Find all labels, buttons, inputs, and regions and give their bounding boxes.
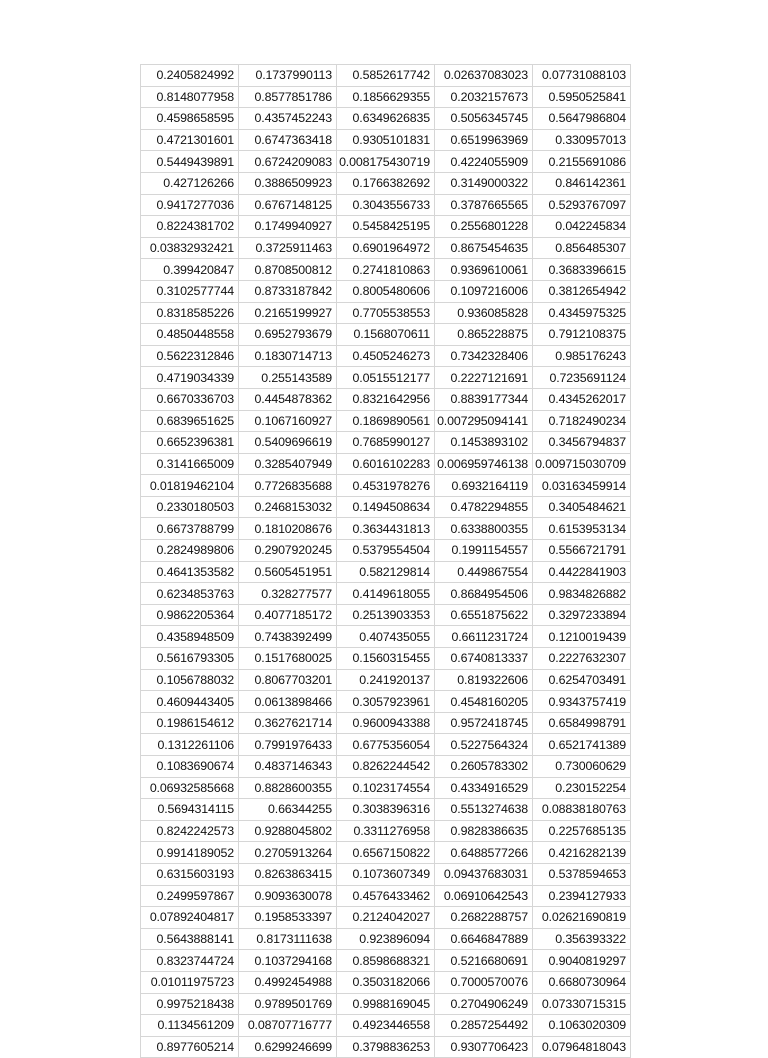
table-cell[interactable]: 0.819322606 [435,669,533,691]
table-cell[interactable]: 0.3634431813 [337,518,435,540]
table-cell[interactable]: 0.9834826882 [533,583,631,605]
table-cell[interactable]: 0.2468153032 [239,496,337,518]
table-cell[interactable]: 0.4576433462 [337,885,435,907]
table-cell[interactable]: 0.5216680691 [435,950,533,972]
table-cell[interactable]: 0.7235691124 [533,367,631,389]
table-cell[interactable]: 0.7182490234 [533,410,631,432]
table-cell[interactable]: 0.7000570076 [435,971,533,993]
table-cell[interactable]: 0.1737990113 [239,65,337,87]
table-cell[interactable]: 0.2330180503 [141,496,239,518]
table-cell[interactable]: 0.1097216006 [435,280,533,302]
table-row [141,626,631,648]
table-cell[interactable]: 0.6767148125 [239,194,337,216]
table-cell[interactable]: 0.9862205364 [141,604,239,626]
table-cell[interactable]: 0.9828386635 [435,820,533,842]
table-cell[interactable]: 0.4598658595 [141,108,239,130]
table-cell[interactable]: 0.4422841903 [533,561,631,583]
table-cell[interactable]: 0.1517680025 [239,648,337,670]
table-cell[interactable]: 0.9343757419 [533,691,631,713]
table-cell[interactable]: 0.8067703201 [239,669,337,691]
table-cell[interactable]: 0.330957013 [533,129,631,151]
table-cell[interactable]: 0.985176243 [533,345,631,367]
table-cell[interactable]: 0.2394127933 [533,885,631,907]
table-row [141,367,631,389]
table-cell[interactable]: 0.006959746138 [435,453,533,475]
table-cell[interactable]: 0.3683396615 [533,259,631,281]
table-cell[interactable]: 0.1453893102 [435,432,533,454]
table-cell[interactable]: 0.6488577266 [435,842,533,864]
table-cell[interactable]: 0.3102577744 [141,280,239,302]
table-cell[interactable]: 0.9914189052 [141,842,239,864]
table-cell[interactable]: 0.9307706423 [435,1036,533,1058]
table-cell[interactable]: 0.5852617742 [337,65,435,87]
table-cell[interactable]: 0.4992454988 [239,971,337,993]
table-cell[interactable]: 0.3057923961 [337,691,435,713]
table-cell[interactable]: 0.3141665009 [141,453,239,475]
table-cell[interactable]: 0.4850448558 [141,324,239,346]
table-cell[interactable]: 0.449867554 [435,561,533,583]
table-cell[interactable]: 0.8005480606 [337,280,435,302]
table-cell[interactable]: 0.4641353582 [141,561,239,583]
table-cell[interactable]: 0.2124042027 [337,907,435,929]
table-cell[interactable]: 0.09437683031 [435,863,533,885]
table-cell[interactable]: 0.3297233894 [533,604,631,626]
table-cell[interactable]: 0.1568070611 [337,324,435,346]
table-cell[interactable]: 0.1749940927 [239,216,337,238]
table-cell[interactable]: 0.5293767097 [533,194,631,216]
table-cell[interactable]: 0.8148077958 [141,86,239,108]
table-cell[interactable]: 0.8977605214 [141,1036,239,1058]
table-cell[interactable]: 0.4548160205 [435,691,533,713]
table-cell[interactable]: 0.6519963969 [435,129,533,151]
table-row [141,971,631,993]
table-cell[interactable]: 0.6584998791 [533,712,631,734]
table-cell[interactable]: 0.2907920245 [239,540,337,562]
table-cell[interactable]: 0.8577851786 [239,86,337,108]
table-cell[interactable]: 0.1986154612 [141,712,239,734]
table-row [141,1015,631,1037]
table-cell[interactable]: 0.5622312846 [141,345,239,367]
table-row [141,453,631,475]
table-row [141,410,631,432]
table-cell[interactable]: 0.2741810863 [337,259,435,281]
table-row [141,734,631,756]
table-cell[interactable]: 0.5379554504 [337,540,435,562]
table-cell[interactable]: 0.730060629 [533,756,631,778]
table-cell[interactable]: 0.1810208676 [239,518,337,540]
table-cell[interactable]: 0.4358948509 [141,626,239,648]
table-row [141,583,631,605]
table-cell[interactable]: 0.7912108375 [533,324,631,346]
table-cell[interactable]: 0.2499597867 [141,885,239,907]
table-cell[interactable]: 0.2556801228 [435,216,533,238]
table-cell[interactable]: 0.1056788032 [141,669,239,691]
data-table [140,64,631,1058]
table-row [141,108,631,130]
table-cell[interactable]: 0.1958533397 [239,907,337,929]
table-cell[interactable]: 0.4334916529 [435,777,533,799]
table-cell[interactable]: 0.2605783302 [435,756,533,778]
table-cell[interactable]: 0.1312261106 [141,734,239,756]
table-cell[interactable]: 0.6839651625 [141,410,239,432]
table-cell[interactable]: 0.4345262017 [533,388,631,410]
table-cell[interactable]: 0.2165199927 [239,302,337,324]
table-cell[interactable]: 0.3285407949 [239,453,337,475]
table-cell[interactable]: 0.936085828 [435,302,533,324]
table-cell[interactable]: 0.3886509923 [239,172,337,194]
table-cell[interactable]: 0.1560315455 [337,648,435,670]
table-row [141,172,631,194]
table-cell[interactable]: 0.6016102283 [337,453,435,475]
table-cell[interactable]: 0.6775356054 [337,734,435,756]
table-cell[interactable]: 0.5950525841 [533,86,631,108]
table-cell[interactable]: 0.2257685135 [533,820,631,842]
table-row [141,756,631,778]
table-row [141,129,631,151]
table-row [141,1036,631,1058]
table-cell[interactable]: 0.2682288757 [435,907,533,929]
table-cell[interactable]: 0.3503182066 [337,971,435,993]
table-cell[interactable]: 0.8675454635 [435,237,533,259]
table-row [141,65,631,87]
table-cell[interactable]: 0.3798836253 [337,1036,435,1058]
table-cell[interactable]: 0.6901964972 [337,237,435,259]
table-row [141,345,631,367]
table-cell[interactable]: 0.03163459914 [533,475,631,497]
table-cell[interactable]: 0.03832932421 [141,237,239,259]
table-cell[interactable]: 0.9988169045 [337,993,435,1015]
table-cell[interactable]: 0.1210019439 [533,626,631,648]
table-cell[interactable]: 0.9600943388 [337,712,435,734]
table-cell[interactable]: 0.6349626835 [337,108,435,130]
table-cell[interactable]: 0.255143589 [239,367,337,389]
table-row [141,259,631,281]
table-cell[interactable]: 0.1856629355 [337,86,435,108]
table-cell[interactable]: 0.8323744724 [141,950,239,972]
table-cell[interactable]: 0.4782294855 [435,496,533,518]
data-table-body [141,65,631,1058]
table-cell[interactable]: 0.4454878362 [239,388,337,410]
table-row [141,669,631,691]
table-cell[interactable]: 0.5409696619 [239,432,337,454]
table-cell[interactable]: 0.07964818043 [533,1036,631,1058]
table-cell[interactable]: 0.241920137 [337,669,435,691]
table-cell[interactable]: 0.6724209083 [239,151,337,173]
table-cell[interactable]: 0.06910642543 [435,885,533,907]
table-cell[interactable]: 0.4609443405 [141,691,239,713]
table-row [141,950,631,972]
table-cell[interactable]: 0.6952793679 [239,324,337,346]
table-cell[interactable]: 0.846142361 [533,172,631,194]
table-cell[interactable]: 0.007295094141 [435,410,533,432]
table-cell[interactable]: 0.9093630078 [239,885,337,907]
table-row [141,324,631,346]
table-row [141,885,631,907]
table-cell[interactable]: 0.3149000322 [435,172,533,194]
table-cell[interactable]: 0.399420847 [141,259,239,281]
table-cell[interactable]: 0.1830714713 [239,345,337,367]
table-cell[interactable]: 0.4719034339 [141,367,239,389]
table-cell[interactable]: 0.6315603193 [141,863,239,885]
table-cell[interactable]: 0.7705538553 [337,302,435,324]
table-cell[interactable]: 0.1134561209 [141,1015,239,1037]
table-cell[interactable]: 0.8321642956 [337,388,435,410]
table-cell[interactable]: 0.2227632307 [533,648,631,670]
table-cell[interactable]: 0.3038396316 [337,799,435,821]
table-row [141,648,631,670]
table-cell[interactable]: 0.9369610061 [435,259,533,281]
table-row [141,820,631,842]
table-cell[interactable]: 0.8224381702 [141,216,239,238]
table-cell[interactable]: 0.4224055909 [435,151,533,173]
table-cell[interactable]: 0.1083690674 [141,756,239,778]
table-cell[interactable]: 0.6652396381 [141,432,239,454]
table-row [141,475,631,497]
table-cell[interactable]: 0.865228875 [435,324,533,346]
table-cell[interactable]: 0.7685990127 [337,432,435,454]
table-row [141,280,631,302]
table-row [141,237,631,259]
table-cell[interactable]: 0.01011975723 [141,971,239,993]
table-cell[interactable]: 0.2824989806 [141,540,239,562]
table-row [141,216,631,238]
table-cell[interactable]: 0.2705913264 [239,842,337,864]
table-cell[interactable]: 0.9040819297 [533,950,631,972]
table-cell[interactable]: 0.5605451951 [239,561,337,583]
table-cell[interactable]: 0.582129814 [337,561,435,583]
table-cell[interactable]: 0.4721301601 [141,129,239,151]
table-cell[interactable]: 0.6338800355 [435,518,533,540]
table-row [141,86,631,108]
table-cell[interactable]: 0.2032157673 [435,86,533,108]
table-cell[interactable]: 0.8839177344 [435,388,533,410]
table-cell[interactable]: 0.3043556733 [337,194,435,216]
table-row [141,777,631,799]
table-cell[interactable]: 0.9305101831 [337,129,435,151]
table-cell[interactable]: 0.009715030709 [533,453,631,475]
table-row [141,496,631,518]
table-cell[interactable]: 0.5227564324 [435,734,533,756]
table-row [141,863,631,885]
table-cell[interactable]: 0.07731088103 [533,65,631,87]
table-cell[interactable]: 0.6611231724 [435,626,533,648]
table-cell[interactable]: 0.5694314115 [141,799,239,821]
table-cell[interactable]: 0.923896094 [337,928,435,950]
table-cell[interactable]: 0.8318585226 [141,302,239,324]
table-cell[interactable]: 0.8733187842 [239,280,337,302]
table-row [141,151,631,173]
table-cell[interactable]: 0.5449439891 [141,151,239,173]
table-cell[interactable]: 0.1037294168 [239,950,337,972]
table-cell[interactable]: 0.427126266 [141,172,239,194]
table-cell[interactable]: 0.6747363418 [239,129,337,151]
table-cell[interactable]: 0.6740813337 [435,648,533,670]
table-cell[interactable]: 0.9288045802 [239,820,337,842]
table-row [141,518,631,540]
table-cell[interactable]: 0.0613898466 [239,691,337,713]
table-cell[interactable]: 0.4149618055 [337,583,435,605]
table-cell[interactable]: 0.4216282139 [533,842,631,864]
table-cell[interactable]: 0.9789501769 [239,993,337,1015]
table-cell[interactable]: 0.8242242573 [141,820,239,842]
table-cell[interactable]: 0.856485307 [533,237,631,259]
table-cell[interactable]: 0.3812654942 [533,280,631,302]
table-cell[interactable]: 0.9975218438 [141,993,239,1015]
table-cell[interactable]: 0.2405824992 [141,65,239,87]
table-cell[interactable]: 0.3787665565 [435,194,533,216]
table-row [141,388,631,410]
table-cell[interactable]: 0.8828600355 [239,777,337,799]
table-cell[interactable]: 0.0515512177 [337,367,435,389]
table-cell[interactable]: 0.2513903353 [337,604,435,626]
table-cell[interactable]: 0.4923446558 [337,1015,435,1037]
table-cell[interactable]: 0.4077185172 [239,604,337,626]
table-cell[interactable]: 0.6932164119 [435,475,533,497]
table-cell[interactable]: 0.5378594653 [533,863,631,885]
table-cell[interactable]: 0.3627621714 [239,712,337,734]
table-cell[interactable]: 0.7726835688 [239,475,337,497]
table-cell[interactable]: 0.3725911463 [239,237,337,259]
table-row [141,928,631,950]
table-cell[interactable]: 0.6551875622 [435,604,533,626]
table-cell[interactable]: 0.356393322 [533,928,631,950]
table-cell[interactable]: 0.4531978276 [337,475,435,497]
table-cell[interactable]: 0.08707716777 [239,1015,337,1037]
table-cell[interactable]: 0.042245834 [533,216,631,238]
table-cell[interactable]: 0.8708500812 [239,259,337,281]
table-row [141,842,631,864]
table-cell[interactable]: 0.6153953134 [533,518,631,540]
table-cell[interactable]: 0.7991976433 [239,734,337,756]
table-cell[interactable]: 0.6673788799 [141,518,239,540]
table-cell[interactable]: 0.9417277036 [141,194,239,216]
table-cell[interactable]: 0.1073607349 [337,863,435,885]
table-cell[interactable]: 0.2227121691 [435,367,533,389]
table-cell[interactable]: 0.6254703491 [533,669,631,691]
table-row [141,302,631,324]
table-cell[interactable]: 0.66344255 [239,799,337,821]
table-cell[interactable]: 0.1063020309 [533,1015,631,1037]
table-row [141,907,631,929]
table-cell[interactable]: 0.06932585668 [141,777,239,799]
table-cell[interactable]: 0.5056345745 [435,108,533,130]
table-cell[interactable]: 0.5458425195 [337,216,435,238]
table-cell[interactable]: 0.6680730964 [533,971,631,993]
table-cell[interactable]: 0.7438392499 [239,626,337,648]
table-row [141,691,631,713]
table-row [141,799,631,821]
table-cell[interactable]: 0.5566721791 [533,540,631,562]
table-cell[interactable]: 0.3311276958 [337,820,435,842]
table-cell[interactable]: 0.6521741389 [533,734,631,756]
table-cell[interactable]: 0.1766382692 [337,172,435,194]
table-cell[interactable]: 0.01819462104 [141,475,239,497]
table-cell[interactable]: 0.6299246699 [239,1036,337,1058]
table-cell[interactable]: 0.2704906249 [435,993,533,1015]
table-cell[interactable]: 0.4505246273 [337,345,435,367]
table-cell[interactable]: 0.02621690819 [533,907,631,929]
table-cell[interactable]: 0.1869890561 [337,410,435,432]
table-cell[interactable]: 0.02637083023 [435,65,533,87]
table-cell[interactable]: 0.407435055 [337,626,435,648]
table-cell[interactable]: 0.4357452243 [239,108,337,130]
table-cell[interactable]: 0.5513274638 [435,799,533,821]
table-cell[interactable]: 0.08838180763 [533,799,631,821]
table-cell[interactable]: 0.4345975325 [533,302,631,324]
table-cell[interactable]: 0.1023174554 [337,777,435,799]
table-cell[interactable]: 0.328277577 [239,583,337,605]
table-cell[interactable]: 0.7342328406 [435,345,533,367]
table-cell[interactable]: 0.008175430719 [337,151,435,173]
table-row [141,561,631,583]
table-row [141,604,631,626]
table-cell[interactable]: 0.6567150822 [337,842,435,864]
table-cell[interactable]: 0.2155691086 [533,151,631,173]
table-cell[interactable]: 0.2857254492 [435,1015,533,1037]
table-cell[interactable]: 0.8684954506 [435,583,533,605]
table-cell[interactable]: 0.6646847889 [435,928,533,950]
table-cell[interactable]: 0.1067160927 [239,410,337,432]
table-cell[interactable]: 0.5616793305 [141,648,239,670]
table-cell[interactable]: 0.8263863415 [239,863,337,885]
table-cell[interactable]: 0.1494508634 [337,496,435,518]
table-cell[interactable]: 0.3456794837 [533,432,631,454]
table-cell[interactable]: 0.8173111638 [239,928,337,950]
table-cell[interactable]: 0.8262244542 [337,756,435,778]
table-row [141,993,631,1015]
table-row [141,432,631,454]
table-cell[interactable]: 0.5647986804 [533,108,631,130]
table-row [141,194,631,216]
table-row [141,540,631,562]
table-cell[interactable]: 0.6670336703 [141,388,239,410]
table-cell[interactable]: 0.1991154557 [435,540,533,562]
table-cell[interactable]: 0.5643888141 [141,928,239,950]
table-cell[interactable]: 0.6234853763 [141,583,239,605]
table-cell[interactable]: 0.230152254 [533,777,631,799]
table-cell[interactable]: 0.9572418745 [435,712,533,734]
table-cell[interactable]: 0.3405484621 [533,496,631,518]
table-cell[interactable]: 0.4837146343 [239,756,337,778]
table-row [141,712,631,734]
table-cell[interactable]: 0.07892404817 [141,907,239,929]
table-cell[interactable]: 0.07330715315 [533,993,631,1015]
table-cell[interactable]: 0.8598688321 [337,950,435,972]
